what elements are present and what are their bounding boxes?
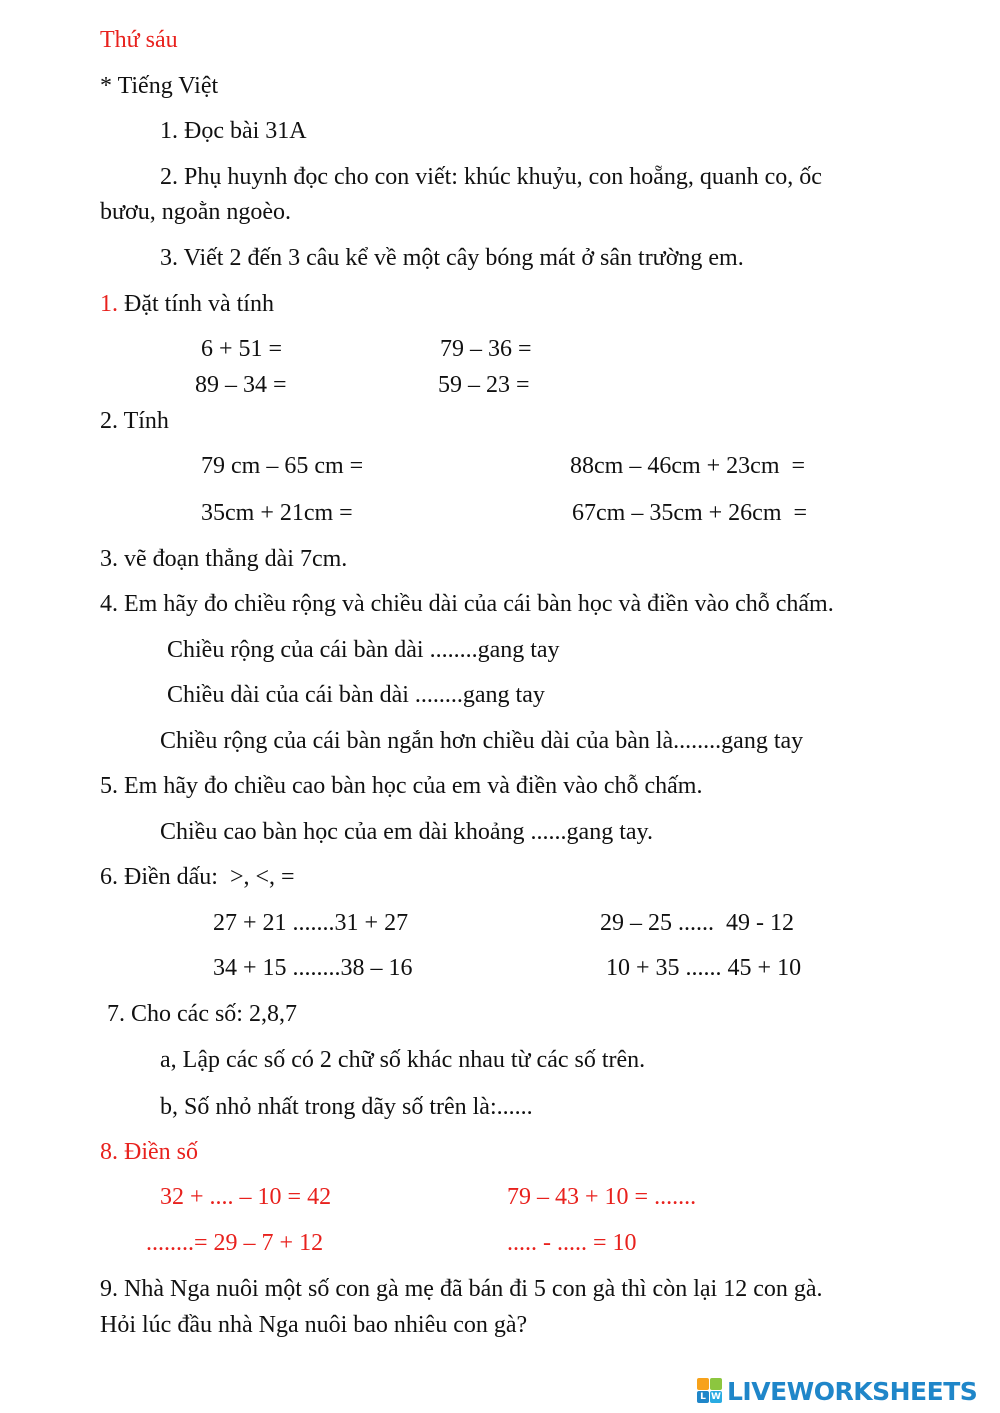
logo-tile-green <box>710 1378 722 1390</box>
q4-line-2: Chiều dài của cái bàn dài ........gang tay <box>167 682 545 708</box>
q1-right-2: 59 – 23 = <box>438 372 530 398</box>
q8-left-2: ........= 29 – 7 + 12 <box>146 1230 324 1256</box>
question-1-title <box>100 289 274 319</box>
brand-name: LIVEWORKSHEETS <box>727 1376 978 1406</box>
q8-right-2: ..... - ..... = 10 <box>507 1230 637 1256</box>
logo-tile-w: W <box>711 1392 721 1402</box>
question-3-title: 3. vẽ đoạn thẳng dài 7cm. <box>100 546 348 572</box>
q8-left-1: 32 + .... – 10 = 42 <box>160 1184 332 1210</box>
q5-line: Chiều cao bàn học của em dài khoảng ......gang tay. <box>160 819 653 845</box>
q6-left-2: 34 + 15 ........38 – 16 <box>213 955 413 981</box>
q2-left-1: 79 cm – 65 cm = <box>201 453 364 479</box>
logo-tile-l: L <box>697 1391 709 1403</box>
q1-right-1: 79 – 36 = <box>440 336 532 362</box>
question-1-text: Đặt tính và tính <box>118 291 274 317</box>
question-6-title: 6. Điền dấu: >, <, = <box>100 864 295 890</box>
q1-left-1: 6 + 51 = <box>201 336 283 362</box>
tv-item-3: 3. Viết 2 đến 3 câu kể về một cây bóng mát ở sân trường em. <box>160 245 744 271</box>
day-heading: Thứ sáu <box>100 27 178 53</box>
question-4-title: 4. Em hãy đo chiều rộng và chiều dài của cái bàn học và điền vào chỗ chấm. <box>100 591 834 617</box>
q1-left-2: 89 – 34 = <box>195 372 287 398</box>
q4-line-1: Chiều rộng của cái bàn dài ........gang tay <box>167 637 560 663</box>
q2-right-2: 67cm – 35cm + 26cm = <box>572 500 808 526</box>
q2-left-2: 35cm + 21cm = <box>201 500 353 526</box>
question-8-title: 8. Điền số <box>100 1139 198 1165</box>
question-2-title: 2. Tính <box>100 408 169 434</box>
q6-right-2: 10 + 35 ...... 45 + 10 <box>606 955 802 981</box>
question-5-title: 5. Em hãy đo chiều cao bàn học của em và điền vào chỗ chấm. <box>100 773 703 799</box>
q8-right-1: 79 – 43 + 10 = ....... <box>507 1184 697 1210</box>
q7-part-b: b, Số nhỏ nhất trong dãy số trên là:...... <box>160 1094 533 1120</box>
liveworksheets-logo <box>697 1374 977 1408</box>
liveworksheets-icon <box>697 1378 723 1404</box>
question-9-line-2: Hỏi lúc đầu nhà Nga nuôi bao nhiêu con gà? <box>100 1312 528 1338</box>
question-9-line-1: 9. Nhà Nga nuôi một số con gà mẹ đã bán đi 5 con gà thì còn lại 12 con gà. <box>100 1276 823 1302</box>
subject-heading: * Tiếng Việt <box>100 73 219 99</box>
q7-part-a: a, Lập các số có 2 chữ số khác nhau từ các số trên. <box>160 1047 646 1073</box>
question-7-title: 7. Cho các số: 2,8,7 <box>107 1001 297 1027</box>
q6-left-1: 27 + 21 .......31 + 27 <box>213 910 409 936</box>
q2-right-1: 88cm – 46cm + 23cm = <box>570 453 806 479</box>
tv-item-2-line-2: bươu, ngoằn ngoèo. <box>100 199 292 225</box>
tv-item-1: 1. Đọc bài 31A <box>160 118 307 144</box>
q6-right-1: 29 – 25 ...... 49 - 12 <box>600 910 794 936</box>
q4-line-3: Chiều rộng của cái bàn ngắn hơn chiều dài của bàn là........gang tay <box>160 728 804 754</box>
tv-item-2-line-1: 2. Phụ huynh đọc cho con viết: khúc khuỷu, con hoẵng, quanh co, ốc <box>160 164 822 190</box>
question-1-number: 1. <box>100 291 118 317</box>
logo-tile-orange <box>697 1378 709 1390</box>
